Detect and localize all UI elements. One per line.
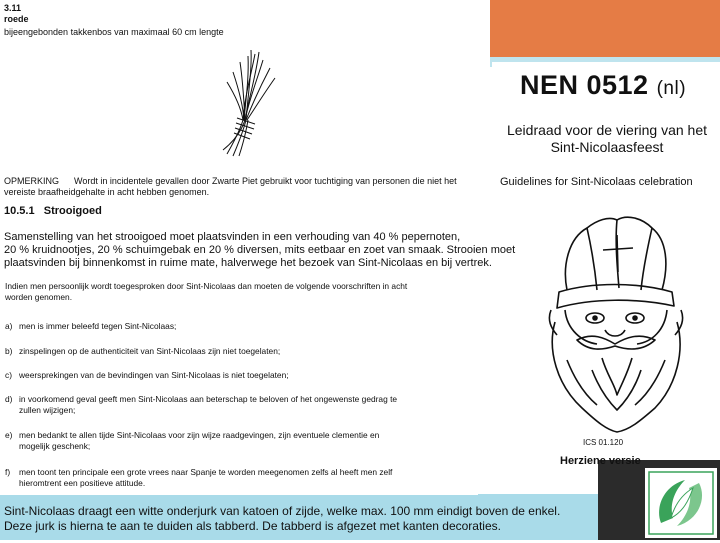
list-item — [5, 321, 475, 332]
birch-rod-icon — [215, 50, 290, 160]
list-item-text: men bedankt te allen tijde Sint-Nicolaas voor zijn wijze raadgevingen, zijn eventuele clementie en — [19, 430, 380, 440]
bottom-paragraph — [4, 504, 594, 534]
list-item — [5, 346, 475, 357]
definition-block — [0, 0, 490, 205]
section-number: 10.5.1 — [4, 205, 35, 217]
section-heading — [4, 205, 102, 217]
list-item-text: zinspelingen op de authenticiteit van Sint-Nicolaas zijn niet toegelaten; — [19, 346, 281, 356]
list-item-label: c) — [5, 370, 12, 380]
orange-banner — [490, 0, 720, 57]
list-item-label: d) — [5, 394, 13, 404]
bottom-line-2: Deze jurk is hierna te aan te duiden als tabberd. De tabberd is afgezet met kanten decoraties. — [4, 519, 501, 533]
list-item-text-2: mogelijk geschenk; — [19, 440, 91, 451]
list-item-text: weersprekingen van de bevindingen van Sint-Nicolaas is niet toegelaten; — [19, 370, 289, 380]
note-text: Wordt in incidentele gevallen door Zwarte Piet gebruikt voor tuchtiging van personen die niet het — [74, 176, 457, 186]
list-item-label: f) — [5, 467, 11, 477]
definition-text: bijeengebonden takkenbos van maximaal 60 cm lengte — [4, 27, 224, 37]
list-item — [5, 430, 475, 451]
cover-title-en: Guidelines for Sint-Nicolaas celebration — [500, 176, 693, 188]
list-item — [5, 467, 475, 488]
section-title: Strooigoed — [43, 205, 102, 217]
list-item-text: men toont ten principale een grote vrees naar Spanje te worden meegenomen zelfs al heeft men zelf — [19, 467, 393, 477]
note-text-2: vereiste braafheidgehalte in acht hebben genomen. — [4, 187, 210, 197]
rules-intro — [5, 281, 407, 302]
list-item-text-2: zullen wijzigen; — [19, 404, 76, 415]
definition-number: 3.11 — [4, 3, 22, 13]
strooigoed-section — [0, 203, 545, 273]
section-paragraph — [4, 231, 515, 270]
list-item-text: in voorkomend geval geeft men Sint-Nicolaas aan beterschap te beloven of het ongewenste gedrag te — [19, 394, 398, 404]
rules-block — [0, 273, 478, 495]
definition-term: roede — [4, 14, 29, 24]
section-line-2: 20 % kruidnootjes, 20 % schuimgebak en 20 % diversen, mits eetbaar en zoet van smaak. Strooien moet — [4, 244, 516, 256]
list-item-label: b) — [5, 346, 13, 356]
definition-note — [4, 176, 457, 187]
rules-intro-line1: Indien men persoonlijk wordt toegesproken door Sint-Nicolaas dan moeten de volgende voorschriften in acht — [5, 281, 408, 291]
list-item — [5, 394, 475, 415]
cover-title-nl-line1: Leidraad voor de viering van het — [506, 122, 708, 138]
ics-code: ICS 01.120 — [583, 438, 624, 447]
bottom-line-1: Sint-Nicolaas draagt een witte onderjurk van katoen of zijde, welke max. 100 mm eindigt boven de enkel. — [4, 504, 561, 518]
list-item — [5, 370, 475, 381]
list-item-text-2: hieromtrent een positieve attitude. — [19, 477, 146, 488]
cover-title-nl — [498, 122, 716, 156]
list-item-label: a) — [5, 321, 13, 331]
standard-code: NEN 0512 — [520, 70, 649, 100]
rules-intro-line2: worden genomen. — [5, 291, 73, 302]
note-label: OPMERKING — [4, 176, 60, 186]
standard-title — [520, 70, 686, 101]
santa-panel — [535, 205, 720, 460]
list-item-label: e) — [5, 430, 13, 440]
santa-icon — [537, 210, 717, 435]
list-item-text: men is immer beleefd tegen Sint-Nicolaas; — [19, 321, 177, 331]
version-label: Herziene versie — [560, 455, 641, 467]
section-line-1: Samenstelling van het strooigoed moet plaatsvinden in een verhouding van 40 % pepernoten, — [4, 231, 461, 243]
nen-logo-icon — [645, 468, 717, 538]
standard-lang: (nl) — [656, 78, 687, 99]
section-line-3: plaatsvinden bij binnenkomst in ruime mate, halverwege het bezoek van Sint-Nicolaas en bij vertrek. — [4, 257, 492, 269]
cover-title-nl-line2: Sint-Nicolaasfeest — [550, 139, 664, 155]
logo-box — [645, 468, 717, 538]
